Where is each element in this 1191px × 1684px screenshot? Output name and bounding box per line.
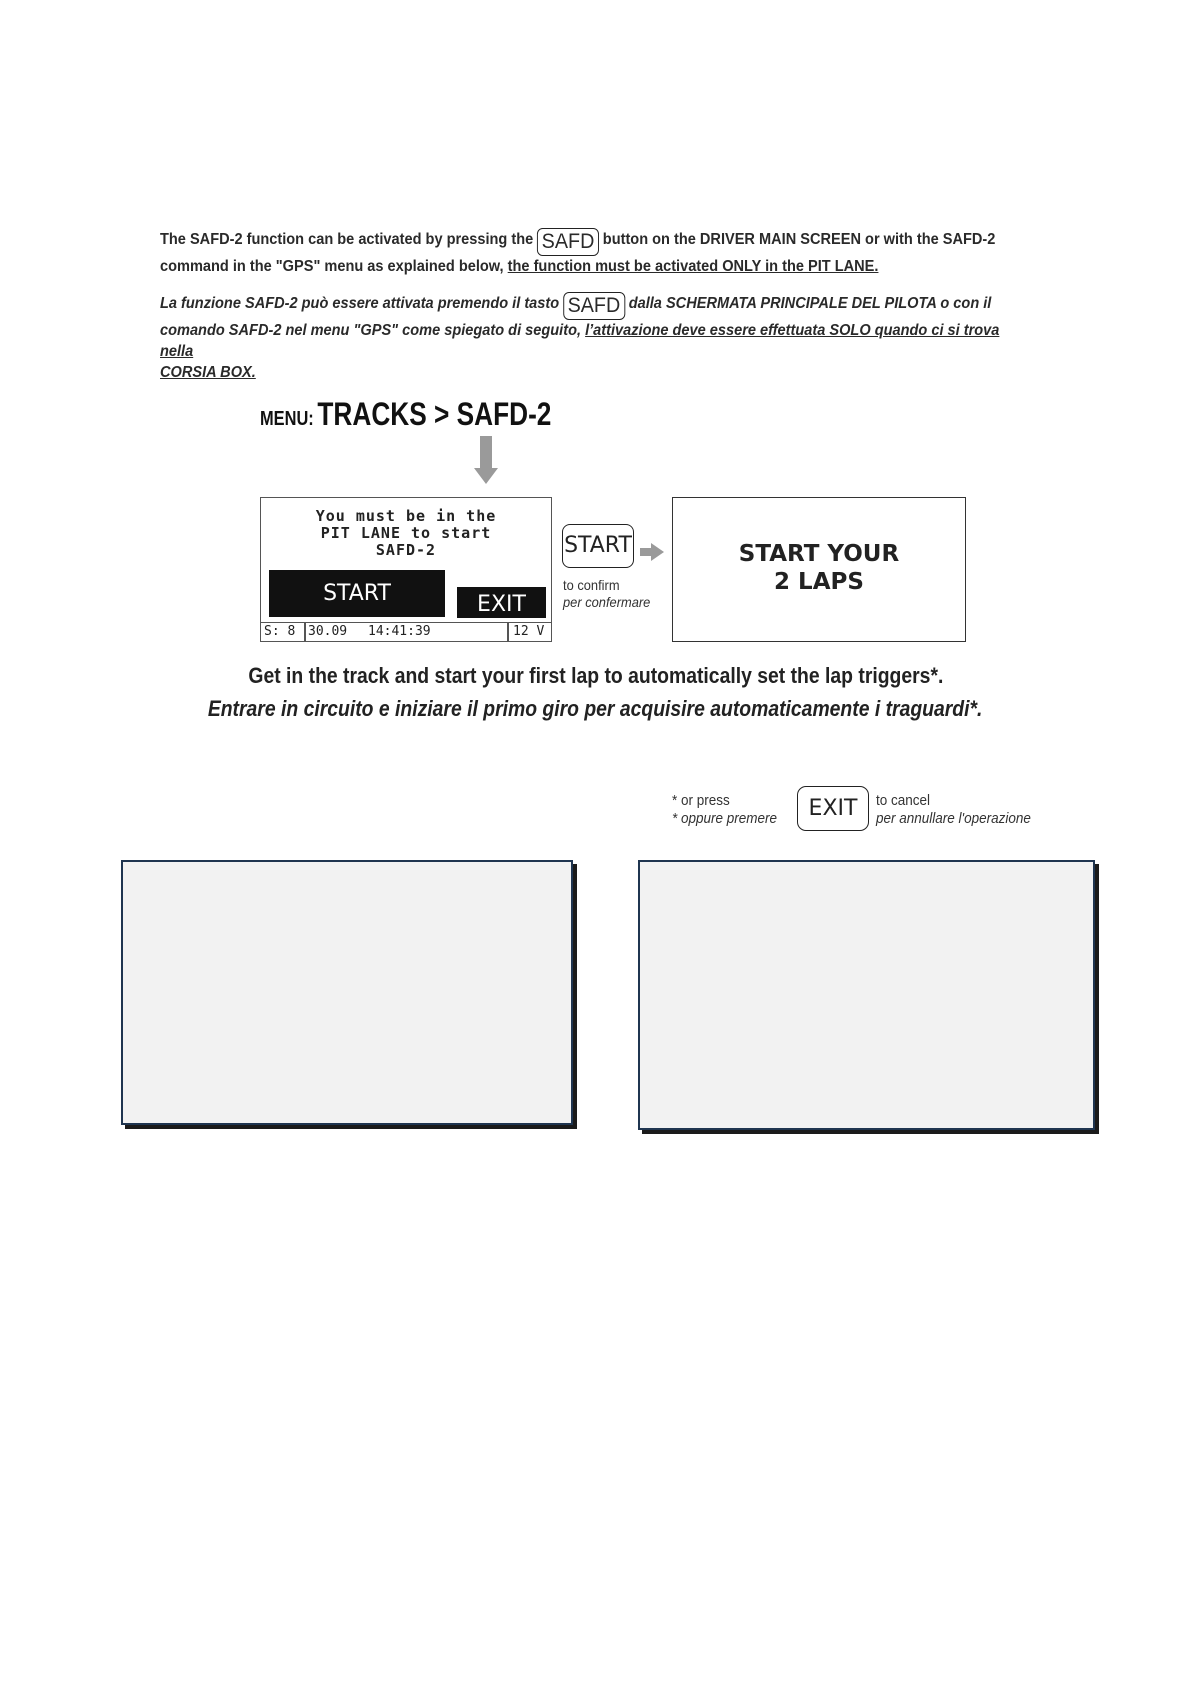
cancel-note-it: * oppure premere (672, 810, 778, 827)
result-line2: 2 LAPS (774, 569, 864, 595)
intro-en-text-1: The SAFD-2 function can be activated by pressing the (160, 231, 534, 248)
status-date: 30.09 (308, 624, 348, 639)
intro-en-text-2: button on the DRIVER MAIN SCREEN or with the SAFD-2 (602, 231, 996, 248)
device-screen (260, 497, 552, 642)
status-voltage: 12 V (513, 624, 545, 639)
device-message (261, 508, 551, 559)
intro-en-text-3: command in the "GPS" menu as explained below, (160, 258, 504, 275)
caption-en-text: Get in the track and start your first lap to automatically set the lap triggers*. (248, 663, 943, 688)
result-line1: START YOUR (738, 541, 900, 567)
arrow-right-icon-head (651, 543, 664, 561)
exit-cancel-button[interactable]: EXIT (797, 786, 869, 831)
device-exit-button[interactable]: EXIT (457, 587, 546, 618)
device-message-line1: You must be in the (315, 507, 497, 525)
cancel-note-left (672, 792, 777, 828)
result-message (673, 540, 965, 596)
intro-english (160, 228, 1006, 277)
safd-key-icon: SAFD (537, 228, 599, 256)
arrow-down-icon (480, 436, 492, 470)
confirm-instructions (563, 577, 650, 611)
confirm-text-it: per confermare (563, 594, 651, 610)
caption-it-text: Entrare in circuito e iniziare il primo giro per acquisire automaticamente i traguardi*. (208, 696, 983, 721)
arrow-down-icon-head (474, 468, 498, 484)
image-panel-right (638, 860, 1095, 1130)
safd-key-icon: SAFD (563, 292, 625, 320)
status-divider (304, 623, 306, 641)
intro-it-text-1: La funzione SAFD-2 può essere attivata premendo il tasto (160, 295, 560, 312)
caption-italian (0, 696, 1191, 722)
intro-it-text-2: dalla SCHERMATA PRINCIPALE DEL PILOTA o con il (628, 295, 992, 312)
intro-en-warning: the function must be activated ONLY in the PIT LANE. (507, 258, 879, 275)
device-start-button[interactable]: START (269, 570, 445, 617)
menu-path (260, 396, 551, 433)
intro-it-warning-2: CORSIA BOX. (160, 364, 256, 381)
intro-it-text-3: comando SAFD-2 nel menu "GPS" come spiegato di seguito, (160, 322, 582, 339)
status-divider (507, 623, 509, 641)
cancel-note-right (876, 792, 1031, 828)
device-message-line2: PIT LANE to start (320, 524, 492, 542)
device-status-bar (261, 622, 551, 641)
confirm-text-en: to confirm (563, 577, 620, 593)
device-message-line3: SAFD-2 (375, 541, 437, 559)
intro-italian (160, 292, 1006, 383)
image-panel-left (121, 860, 573, 1125)
cancel-note-en: * or press (672, 792, 730, 809)
start-confirm-button[interactable]: START (562, 524, 634, 568)
caption-english (0, 663, 1191, 689)
status-time: 14:41:39 (368, 624, 431, 639)
menu-prefix: MENU: (260, 408, 314, 430)
cancel-note-right-en: to cancel (876, 792, 931, 809)
menu-path-text: TRACKS > SAFD-2 (317, 396, 552, 432)
cancel-note-right-it: per annullare l'operazione (876, 810, 1031, 827)
intro-it-warning-1: l’attivazione deve essere effettuata SOLO quando ci si trova nella (160, 322, 1000, 360)
status-satellites: S: 8 (264, 624, 296, 639)
result-screen (672, 497, 966, 642)
